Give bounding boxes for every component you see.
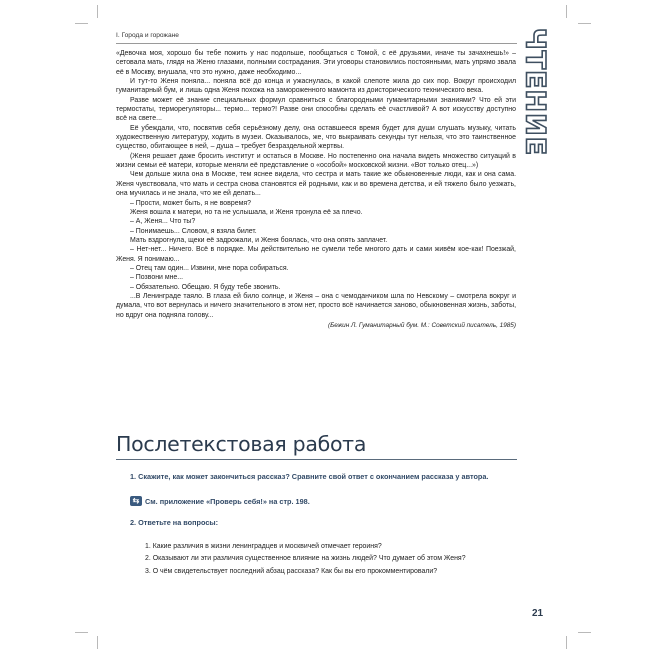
answer-reference <box>130 496 310 506</box>
crop-mark <box>97 636 98 649</box>
dialogue-line: – А, Женя... Что ты? <box>130 218 196 226</box>
swap-arrows-icon: ⇆ <box>130 496 142 506</box>
dialogue-line: – Отец там один... Извини, мне пора собираться. <box>130 264 289 272</box>
crop-mark <box>75 23 88 24</box>
section-title-rule <box>116 459 517 460</box>
paragraph: И тут-то Женя поняла... поняла всё до конца и ужаснулась, в какой слепоте жила до сих пор. Вокруг происходил гуманитарный бум, и лишь одна Женя похожа на замороженного мамонта из доисторического технического века. <box>116 78 516 95</box>
task-1: 1. Скажите, как может закончиться рассказ? Сравните свой ответ с окончанием рассказа у автора. <box>130 472 489 481</box>
question-item: 3. О чём свидетельствует последний абзац рассказа? Как бы вы его прокомментировали? <box>145 567 438 575</box>
crop-mark <box>566 5 567 18</box>
crop-mark <box>578 23 591 24</box>
section-title: Послетекстовая работа <box>116 432 367 456</box>
dialogue-line: – Обязательно. Обещаю. Я буду тебе звонить. <box>130 283 281 291</box>
question-item: 2. Оказывают ли эти различия существенное влияние на жизнь людей? Что думает об этом Женя? <box>145 555 466 563</box>
dialogue-line: – Прости, может быть, я не вовремя? <box>130 199 251 207</box>
reference-text: См. приложение «Проверь себя!» на стр. 198. <box>145 496 310 506</box>
dialogue-line: – Нет-нет... Ничего. Всё в порядке. Мы действительно не сумели тебе многого дать и сами живём кое-как! Поезжай, Женя. Я понимаю... <box>116 246 516 263</box>
crop-mark <box>97 5 98 18</box>
paragraph: Чем дольше жила она в Москве, тем яснее видела, что сестра и мать такие же обыкновенные люди, как и она сама. Женя чувствовала, что мать и сестра снова становятся ей родными, как и во времена детства, и ей тяжело было уезжать, она мучилась и не знала, что же ей делать... <box>116 171 516 198</box>
header-rule <box>116 43 517 44</box>
paragraph: Её убеждали, что, посвятив себя серьёзному делу, она оставшееся время будет для души слушать музыку, читать художественную литературу, ходить в музеи. Оказывалось, же, что выкраивать секунды тут нельзя, что это таинственное существо, обитающее в ней, – душа – требует безраздельной жертвы. <box>116 124 516 151</box>
running-header: I. Города и горожане <box>116 32 179 39</box>
page-number: 21 <box>532 608 544 619</box>
crop-mark <box>75 632 88 633</box>
paragraph: ...В Ленинграде таяло. В глаза ей било солнце, и Женя – она с чемоданчиком шла по Невскому – смотрела вокруг и думала, что вот вернулась и ничего значительного в этом нет, просто всё начинается заново, обыкновенная жизнь, заботы, но вдруг она подняла голову... <box>116 292 516 319</box>
crop-mark <box>566 636 567 649</box>
question-list <box>145 541 466 578</box>
task-2: 2. Ответьте на вопросы: <box>130 518 219 527</box>
paragraph: Разве может её знание специальных формул сравниться с благородными гуманитарными знаниями? Что ей эти термостаты, терморегуляторы... термо... термо?! Разве они способны сделать её счастливой? А вот искусству доступно всё на свете... <box>116 96 516 123</box>
paragraph: «Девочка моя, хорошо бы тебе пожить у нас подольше, пообщаться с Томой, с её друзьями, иначе ты зачахнешь!» – сетовала мать, глядя на Женю глазами, полными сострадания. Эти уговоры становились постоянными, мать упрямо звала её в Москву, внушала, что это нужно, даже необходимо... <box>116 50 516 76</box>
side-tab-label: ЧТЕНИЕ <box>519 27 551 157</box>
question-item: 1. Какие различия в жизни ленинградцев и москвичей отмечает героиня? <box>145 543 382 550</box>
paragraph: (Женя решает даже бросить институт и остаться в Москве. Но постепенно она начала видеть множество ситуаций в жизни семьи её матери, которые меняли её представление о «особой» московской жизни. «Вот только отец...») <box>116 152 516 170</box>
paragraph: Мать вздрогнула, щеки её задрожали, и Женя боялась, что она опять заплачет. <box>130 236 388 244</box>
source-citation: (Бежин Л. Гуманитарный бум. М.: Советский писатель, 1985) <box>327 321 516 329</box>
paragraph: Женя вошла к матери, но та не услышала, и Женя тронула её за плечо. <box>130 208 363 216</box>
dialogue-line: – Позвони мне... <box>130 274 184 282</box>
story-text <box>116 49 516 330</box>
crop-mark <box>578 632 591 633</box>
dialogue-line: – Понимаешь... Словом, я взяла билет. <box>130 227 257 235</box>
